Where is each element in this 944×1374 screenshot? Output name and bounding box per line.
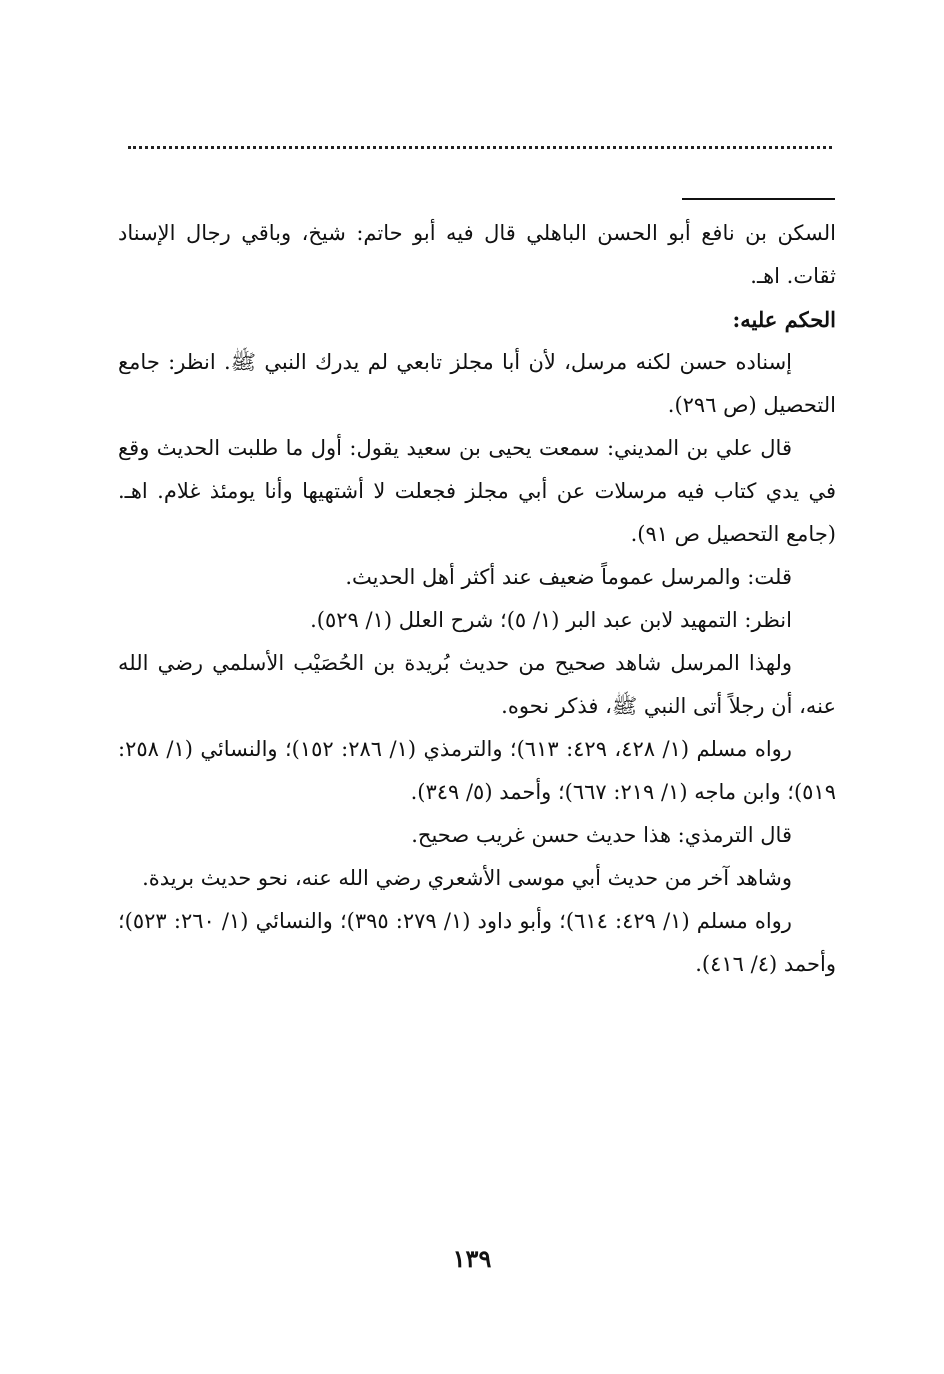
footnote-rule bbox=[682, 198, 835, 200]
paragraph-takhrij-abu-musa: رواه مسلم (١/ ٤٢٩: ٦١٤)؛ وأبو داود (١/ ٢٧٩: ٣٩٥)؛ والنسائي (١/ ٢٦٠: ٥٢٣)؛ وأحمد (٤/ ٤١٦). bbox=[118, 909, 836, 976]
paragraph-reference-tamhid: انظر: التمهيد لابن عبد البر (١/ ٥)؛ شرح العلل (١/ ٥٢٩). bbox=[310, 608, 792, 632]
paragraph-tirmidhi-grading: قال الترمذي: هذا حديث حسن غريب صحيح. bbox=[411, 823, 792, 847]
paragraph-ruling: إسناده حسن لكنه مرسل، لأن أبا مجلز تابعي لم يدرك النبي ﷺ. انظر: جامع التحصيل (ص ٢٩٦). bbox=[118, 350, 836, 417]
paragraph-mursal-weak: قلت: والمرسل عموماً ضعيف عند أكثر أهل الحديث. bbox=[345, 565, 792, 589]
paragraph-narrator-note: السكن بن نافع أبو الحسن الباهلي قال فيه أبو حاتم: شيخ، وباقي رجال الإسناد ثقات. اهـ. bbox=[118, 221, 836, 288]
paragraph-witness-abu-musa: وشاهد آخر من حديث أبي موسى الأشعري رضي الله عنه، نحو حديث بريدة. bbox=[142, 866, 792, 890]
dotted-separator bbox=[128, 146, 832, 149]
page-number: ١٣٩ bbox=[452, 1244, 492, 1273]
section-heading-ruling: الحكم عليه: bbox=[732, 307, 836, 332]
paragraph-witness-buraydah: ولهذا المرسل شاهد صحيح من حديث بُريدة بن الحُصَيْب الأسلمي رضي الله عنه، أن رجلاً أتى النبي ﷺ، فذكر نحوه. bbox=[118, 651, 836, 718]
page-body bbox=[118, 212, 836, 986]
paragraph-ibn-almadini: قال علي بن المديني: سمعت يحيى بن سعيد يقول: أول ما طلبت الحديث وقع في يدي كتاب فيه مرسلات عن أبي مجلز فجعلت لا أشتهيها وأنا يومئذ غلام. اهـ. (جامع التحصيل ص ٩١). bbox=[118, 436, 836, 546]
paragraph-takhrij-muslim: رواه مسلم (١/ ٤٢٨، ٤٢٩: ٦١٣)؛ والترمذي (١/ ٢٨٦: ١٥٢)؛ والنسائي (١/ ٢٥٨: ٥١٩)؛ وابن ماجه (١/ ٢١٩: ٦٦٧)؛ وأحمد (٥/ ٣٤٩). bbox=[118, 737, 836, 804]
